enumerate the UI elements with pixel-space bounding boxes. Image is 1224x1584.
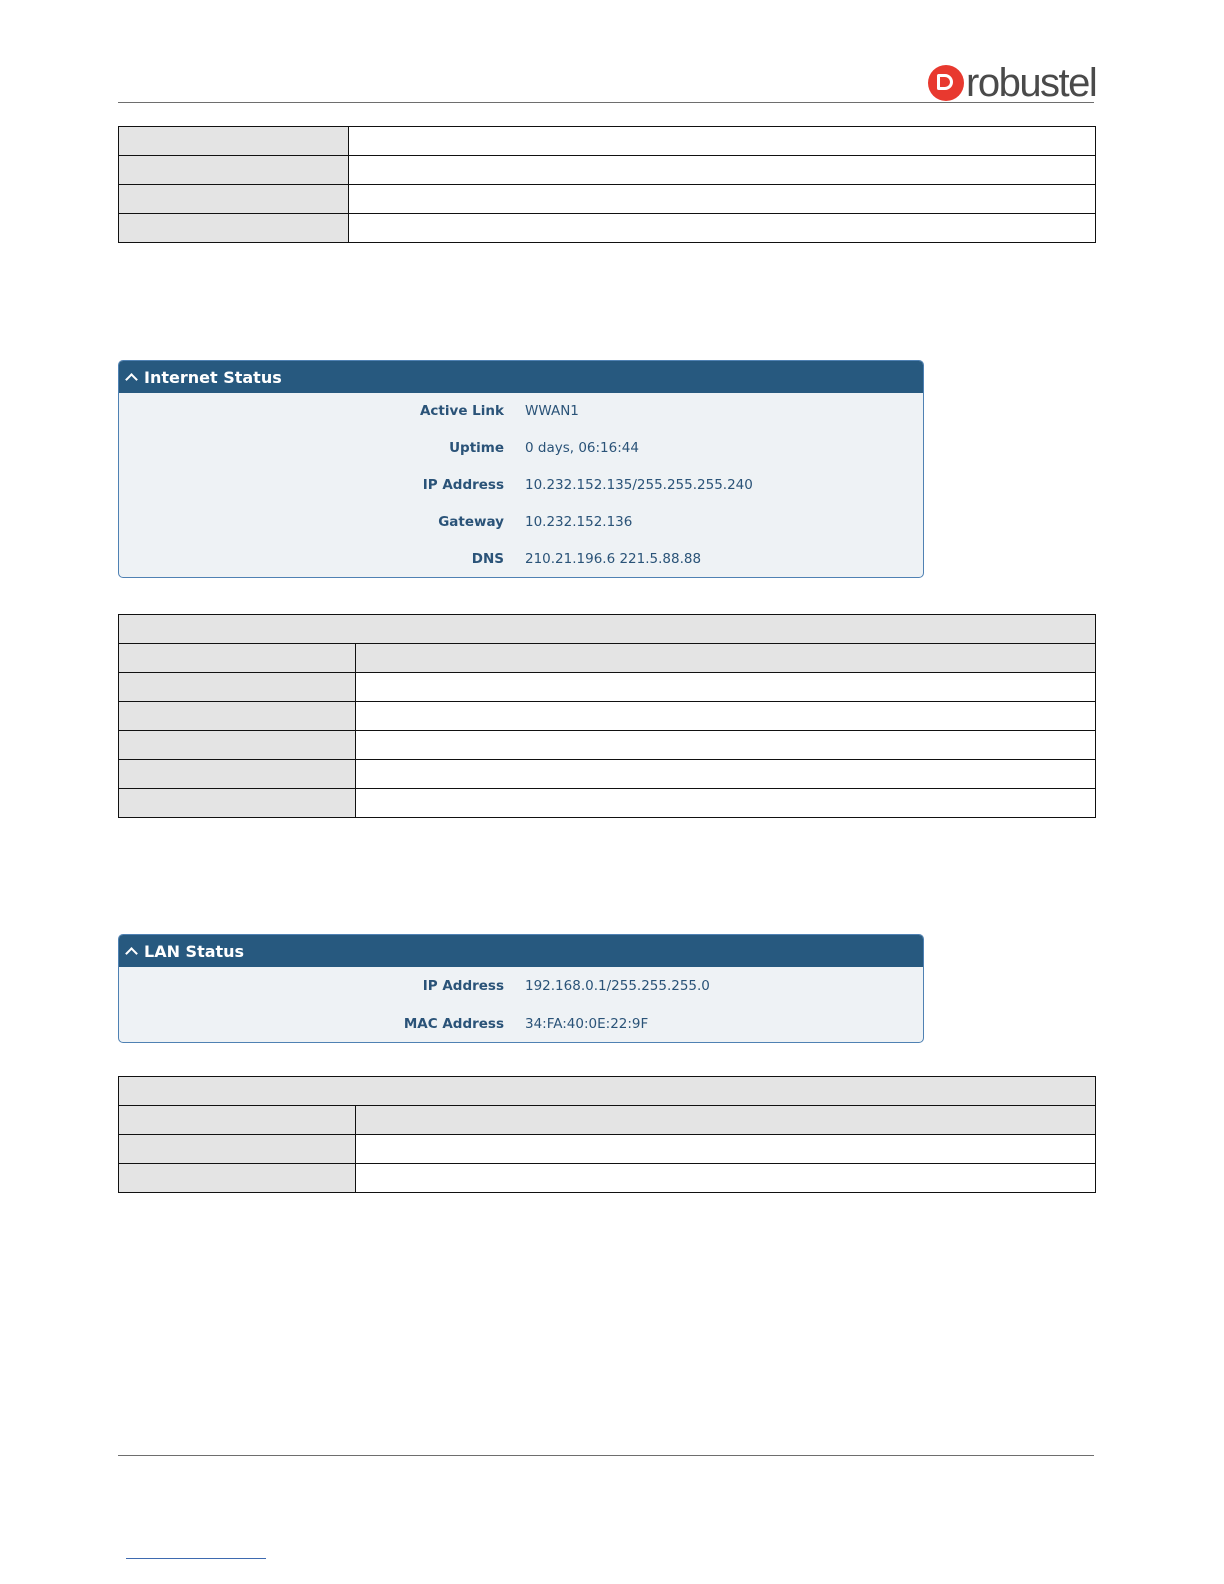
table-row [119,673,1096,702]
table-row [119,760,1096,789]
table-row [119,185,1096,214]
status-value: 34:FA:40:0E:22:9F [525,1016,649,1032]
table-value-cell [349,214,1096,243]
status-label: IP Address [422,476,504,493]
table-value-cell [356,673,1096,702]
table-label-cell [119,127,349,156]
status-row-ip-address [119,967,923,1005]
status-row-ip-address [119,467,923,504]
table-label-cell [119,789,356,818]
status-row-uptime [119,430,923,467]
lan-status-panel [118,934,924,1043]
table-value-cell [349,185,1096,214]
table-title-cell [119,615,1096,644]
table-row [119,214,1096,243]
table-label-cell [119,156,349,185]
status-value: WWAN1 [525,403,579,420]
lan-status-body [119,967,923,1043]
status-row-gateway [119,503,923,540]
table-row [119,702,1096,731]
table-label-cell [119,673,356,702]
table-label-cell [119,214,349,243]
chevron-up-icon[interactable] [125,373,138,386]
internet-status-body [119,393,923,577]
lan-status-title: LAN Status [144,941,245,961]
table-label-cell [119,731,356,760]
table-header-row [119,1106,1096,1135]
table-value-cell [356,1164,1096,1193]
header-rule [118,102,1094,103]
table-label-cell [119,702,356,731]
status-row-dns [119,540,923,577]
table-value-cell [356,731,1096,760]
table-label-cell [119,185,349,214]
status-value: 192.168.0.1/255.255.255.0 [525,978,710,994]
table-row [119,731,1096,760]
status-row-active-link [119,393,923,430]
table-header-cell [119,1106,356,1135]
robustel-logo-mark [928,65,964,101]
table-row [119,1077,1096,1106]
table-value-cell [356,1135,1096,1164]
table-row [119,789,1096,818]
robustel-logo [928,62,1096,104]
table-label-cell [119,760,356,789]
status-label: MAC Address [403,1016,504,1032]
table-header-row [119,644,1096,673]
internet-status-panel [118,360,924,578]
status-value: 10.232.152.136 [525,513,633,530]
table-row [119,156,1096,185]
chevron-up-icon[interactable] [125,947,138,960]
table-value-cell [356,789,1096,818]
table-label-cell [119,1135,356,1164]
status-label: Gateway [438,513,504,530]
status-value: 10.232.152.135/255.255.255.240 [525,476,753,493]
table-value-cell [356,760,1096,789]
internet-status-header[interactable] [119,361,923,393]
table-row [119,1135,1096,1164]
table-title-cell [119,1077,1096,1106]
table-row [119,1164,1096,1193]
lan-status-header[interactable] [119,935,923,967]
table-header-cell [356,1106,1096,1135]
document-table-3 [118,1076,1096,1193]
table-value-cell [349,127,1096,156]
internet-status-title: Internet Status [144,367,282,387]
status-row-mac-address [119,1005,923,1043]
table-label-cell [119,1164,356,1193]
status-label: DNS [471,550,504,567]
table-row [119,615,1096,644]
status-label: IP Address [422,978,504,994]
status-value: 0 days, 06:16:44 [525,440,639,457]
table-row [119,127,1096,156]
status-label: Uptime [449,440,504,457]
table-header-cell [356,644,1096,673]
footer-rule [118,1455,1094,1456]
table-header-cell [119,644,356,673]
document-table-2 [118,614,1096,818]
table-value-cell [356,702,1096,731]
document-table-1 [118,126,1096,243]
status-label: Active Link [419,403,504,420]
status-value: 210.21.196.6 221.5.88.88 [525,550,702,567]
footer-link-underline[interactable] [126,1558,266,1559]
robustel-logo-wordmark: robustel [966,61,1097,105]
table-value-cell [349,156,1096,185]
